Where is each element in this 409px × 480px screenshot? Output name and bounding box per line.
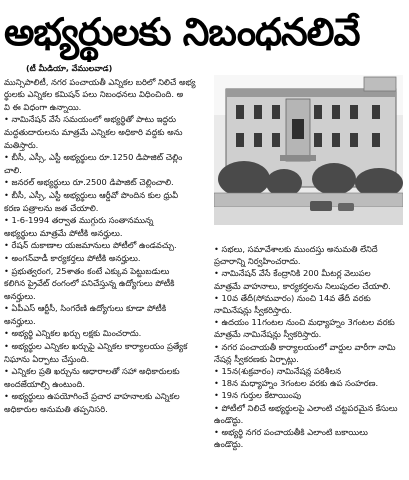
left-column-line: ర్థులకు ఎన్నికల కమిషన్ పలు నిబంధనలు విధించింది. అ	[4, 89, 184, 100]
left-column-line: • జనరల్ అభ్యర్థులు రూ.2500 డిపాజిట్ చెల్లించాలి.	[4, 177, 174, 188]
left-column-line: • అభ్యర్థి ఎన్నికల ఖర్చు లక్షకు మించరాదు.	[4, 328, 142, 339]
dateline: (టీ మీడియా, వేములవాడ)	[26, 64, 113, 73]
left-column-line: • 1-6-1994 తర్వాత ముగ్గురు సంతానమున్న	[4, 215, 154, 226]
right-lines	[214, 243, 406, 450]
right-column-line: • 10వ తేదీ(సోమవారం) నుంచి 14వ తేదీ వరకు	[214, 292, 371, 303]
right-column-line: • సభలు, సమావేశాలకు ముందస్తు అనుమతి లేనిదే	[214, 244, 378, 254]
left-column-line: అభ్యర్థులు మాత్రమే పోటీకి అనర్హులు.	[4, 227, 123, 238]
left-column-line: వి ఈ విధంగా ఉన్నాయి.	[4, 101, 82, 112]
right-column-line: • ఉదయం 11గంటల నుంచి మధ్యాహ్నం 3గంటల వరకు	[214, 317, 395, 328]
building-photo	[214, 75, 403, 225]
right-column-line: నామినేషన్లు స్వీకరిస్తారు.	[214, 305, 292, 316]
left-column-line: మద్దతుదారులను మాత్రమే ఎన్నికల అధికారి వద్దకు అను	[4, 126, 183, 137]
left-column-line: అందజేయాల్సి ఉంటుంది.	[4, 378, 85, 389]
left-column-line: • బీసీ, ఎస్సీ, ఎస్టీ అభ్యర్థులు రూ.1250 డిపాజిట్ చెల్లిం	[4, 152, 183, 163]
left-column-line: అనర్హులు.	[4, 290, 36, 301]
right-column-line: • 15న(శుక్రవారం) నామినేషన్ల పరిశీలన	[214, 366, 342, 377]
left-column-line: • బీసీ, ఎస్సీ, ఎస్టీ అభ్యర్థులు ఆర్డీవో పొందిన కుల ధ్రువీ	[4, 189, 179, 200]
left-column-line: నిఘాను ఏర్పాటు చేస్తుంది.	[4, 353, 90, 364]
left-column-line: • రేషన్ దుకాణాల యజమానులు పోటీలో ఉండవచ్చు.	[4, 240, 177, 251]
left-column-line: • ప్రభుత్వరంగ, 25శాతం కంటే ఎక్కువ పెట్టుబడులు	[4, 265, 170, 276]
right-column-line: • నగర పంచాయతీ కార్యాలయంలో వార్డుల వారీగా నామి	[214, 341, 396, 352]
left-column-line: • ఏపీఎస్ ఆర్టీసీ, సింగరేణి ఉద్యోగులు కూడా పోటీకి	[4, 303, 167, 314]
right-column-line: • అభ్యర్థి నగర పంచాయతీకి ఎలాంటి బకాయిలు	[214, 427, 368, 438]
left-column-line: అధికారుల అనుమతి తప్పనిసరి.	[4, 404, 108, 415]
article-right-column	[214, 243, 406, 450]
left-column-line: • అభ్యర్థులు ఉపయోగించే ప్రచార వాహనాలకు ఎన్నికల	[4, 391, 180, 402]
right-column-line: ఉండొద్దు.	[214, 439, 244, 450]
building-image	[214, 75, 403, 225]
right-column-line: మాత్రమే నామినేషన్లు స్వీకరిస్తారు.	[214, 329, 322, 340]
right-column-line: ప్రచారాన్ని నిర్వహించరాదు.	[214, 256, 301, 267]
right-column-line: ఉండొద్దు.	[214, 414, 244, 425]
left-column-line: కరణ పత్రాలను జత చేయాలి.	[4, 202, 99, 213]
right-column-line: • 18న మధ్యాహ్నం 3గంటల వరకు ఉప సంహరణ.	[214, 378, 379, 389]
article-left-column	[4, 63, 212, 416]
left-lines	[4, 76, 212, 416]
right-column-line: • పోటీలో నిలిచే అభ్యర్థులపై ఎలాంటి చట్టపరమైన కేసులు	[214, 402, 398, 413]
left-column-line: • ఎన్నికల ప్రతి ఖర్చును ఆధారాలతో సహా అధికారులకు	[4, 366, 180, 377]
right-column-line: మాత్రమే వాహనాలు, కార్యకర్తలను నిలుపుదల చేయాలి.	[214, 280, 391, 291]
left-column-line: మతిస్తారు.	[4, 139, 39, 150]
right-column-line: • 19న గుర్తుల కేటాయింపు	[214, 390, 302, 401]
right-column-line: • నామినేషన్ వేసే కేంద్రానికి 200 మీటర్ల వెలుపల	[214, 268, 371, 279]
left-column-line: • అంగన్‌వాడీ కార్యకర్తలు పోటీకి అనర్హులు.	[4, 252, 141, 263]
left-column-line: అనర్హులు.	[4, 315, 36, 326]
left-column-line: • అభ్యర్థుల ఎన్నికల ఖర్చుపై ఎన్నికల కార్యాలయం ప్రత్యేక	[4, 341, 188, 352]
left-column-line: చాలి.	[4, 164, 22, 175]
left-column-line: కలిగిన ప్రైవేట్ రంగంలో పనిచేస్తున్న ఉద్యోగులు పోటీకి	[4, 278, 175, 289]
left-column-line: • నామినేషన్ వేసే సమయంలో అభ్యర్థితో పాటు ఇద్దరు	[4, 114, 176, 125]
left-column-line: మున్సిపాలిటీ, నగర పంచాయతీ ఎన్నికల బరిలో నిలిచే అభ్య	[4, 76, 196, 87]
right-column-line: నేషన్ల స్వీకరణకు ఏర్పాట్లు.	[214, 353, 299, 364]
headline: అభ్యర్థులకు నిబంధనలివే	[4, 10, 360, 54]
